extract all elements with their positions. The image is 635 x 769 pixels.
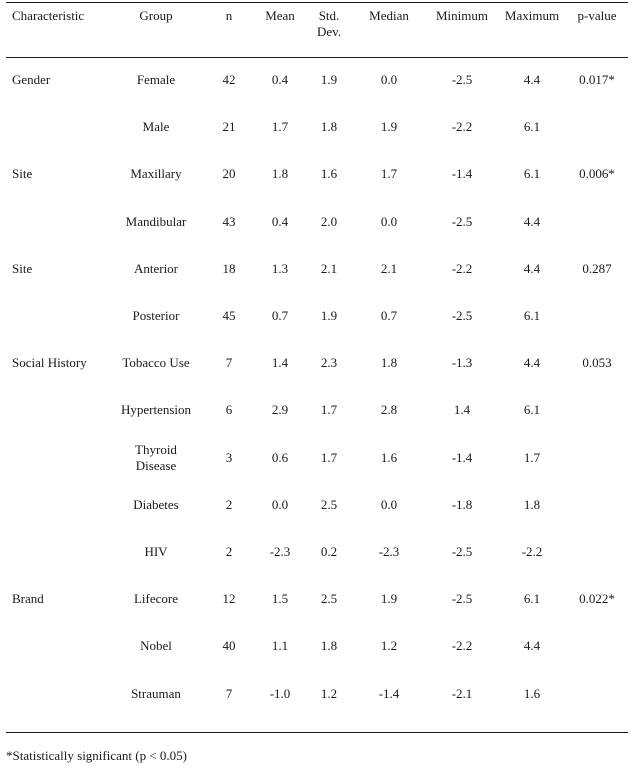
row-group: Anterior bbox=[133, 260, 179, 276]
row-characteristic: Site bbox=[12, 166, 33, 182]
row-median: 0.0 bbox=[380, 213, 398, 229]
row-group: Male bbox=[142, 119, 170, 135]
row-median: 0.0 bbox=[380, 72, 398, 87]
table-row bbox=[0, 497, 635, 529]
row-maximum: 6.1 bbox=[523, 402, 541, 418]
row-group: Female bbox=[136, 72, 176, 87]
header-mean: Mean bbox=[265, 8, 295, 23]
row-maximum: 6.1 bbox=[523, 591, 541, 607]
header-minimum: Minimum bbox=[435, 8, 488, 23]
row-std-dev: 1.8 bbox=[320, 119, 338, 135]
row-n: 3 bbox=[225, 449, 233, 465]
row-n: 43 bbox=[222, 213, 236, 229]
row-minimum: -1.4 bbox=[451, 449, 473, 465]
row-median: 1.9 bbox=[380, 591, 398, 607]
row-mean: -2.3 bbox=[269, 544, 291, 559]
row-n: 18 bbox=[222, 260, 236, 276]
table-row bbox=[0, 119, 635, 151]
row-group bbox=[100, 442, 212, 474]
row-group: Lifecore bbox=[133, 591, 179, 607]
row-characteristic: Social History bbox=[12, 355, 87, 371]
row-median: 1.2 bbox=[380, 638, 398, 654]
header-maximum: Maximum bbox=[504, 8, 560, 23]
row-maximum: 4.4 bbox=[523, 260, 541, 276]
row-mean: 1.1 bbox=[271, 638, 289, 654]
row-std-dev: 1.6 bbox=[320, 166, 338, 182]
row-mean: 2.9 bbox=[271, 402, 289, 418]
row-group: Maxillary bbox=[130, 166, 182, 182]
row-n: 40 bbox=[222, 638, 236, 654]
header-characteristic: Characteristic bbox=[12, 8, 85, 23]
row-minimum: -2.5 bbox=[451, 591, 473, 607]
row-minimum: -1.8 bbox=[451, 496, 473, 512]
table-footnote: *Statistically significant (p < 0.05) bbox=[6, 748, 187, 763]
row-mean: 0.7 bbox=[271, 308, 289, 323]
row-minimum: -2.1 bbox=[451, 685, 473, 701]
row-mean: 0.0 bbox=[271, 496, 289, 512]
row-maximum: 4.4 bbox=[523, 638, 541, 654]
row-median: 0.7 bbox=[380, 308, 398, 323]
row-std-dev: 1.9 bbox=[320, 72, 338, 87]
row-median: 1.6 bbox=[380, 449, 398, 465]
row-median: 1.8 bbox=[380, 355, 398, 371]
row-mean: 0.4 bbox=[271, 213, 289, 229]
row-maximum: 1.6 bbox=[523, 685, 541, 701]
row-p-value: 0.022* bbox=[579, 591, 615, 607]
header-std-dev bbox=[306, 8, 352, 40]
row-minimum: -2.2 bbox=[451, 119, 473, 135]
row-minimum: -2.5 bbox=[451, 544, 473, 559]
row-minimum: -2.2 bbox=[451, 260, 473, 276]
row-n: 45 bbox=[222, 308, 236, 323]
row-median: 1.7 bbox=[380, 166, 398, 182]
row-median: 2.1 bbox=[380, 260, 398, 276]
row-std-dev: 2.1 bbox=[320, 260, 338, 276]
row-maximum: 1.8 bbox=[523, 496, 541, 512]
table-row bbox=[0, 638, 635, 670]
row-median: 2.8 bbox=[380, 402, 398, 418]
row-maximum: 4.4 bbox=[523, 72, 541, 87]
row-p-value: 0.006* bbox=[579, 166, 615, 182]
row-median: 1.9 bbox=[380, 119, 398, 135]
row-characteristic: Brand bbox=[12, 591, 44, 607]
row-std-dev: 1.2 bbox=[320, 685, 338, 701]
row-characteristic: Gender bbox=[12, 72, 51, 87]
table-row bbox=[0, 402, 635, 434]
row-group: Diabetes bbox=[133, 496, 179, 512]
row-group: HIV bbox=[144, 544, 168, 559]
row-maximum: 4.4 bbox=[523, 355, 541, 371]
row-n: 21 bbox=[222, 119, 236, 135]
header-group: Group bbox=[139, 8, 173, 23]
table-row bbox=[0, 441, 635, 482]
row-std-dev: 2.5 bbox=[320, 496, 338, 512]
table-row bbox=[0, 308, 635, 340]
row-n: 7 bbox=[225, 685, 233, 701]
row-group-line2: Disease bbox=[135, 457, 177, 473]
table-row bbox=[0, 166, 635, 198]
row-minimum: -1.3 bbox=[451, 355, 473, 371]
row-mean: -1.0 bbox=[269, 685, 291, 701]
row-std-dev: 0.2 bbox=[320, 544, 338, 559]
row-n: 6 bbox=[225, 402, 233, 418]
table-row bbox=[0, 686, 635, 718]
row-median: -2.3 bbox=[378, 544, 400, 559]
header-n: n bbox=[225, 8, 233, 23]
row-maximum: 6.1 bbox=[523, 119, 541, 135]
row-minimum: 1.4 bbox=[453, 402, 471, 418]
row-maximum: -2.2 bbox=[521, 544, 543, 559]
row-group: Tobacco Use bbox=[122, 355, 190, 371]
row-group: Strauman bbox=[131, 685, 181, 701]
row-p-value: 0.287 bbox=[582, 260, 612, 276]
row-maximum: 1.7 bbox=[523, 449, 541, 465]
header-std-dev-line1: Std. bbox=[318, 8, 340, 23]
row-mean: 1.8 bbox=[271, 166, 289, 182]
row-std-dev: 1.9 bbox=[320, 308, 338, 323]
row-std-dev: 2.0 bbox=[320, 213, 338, 229]
table-bottom-rule bbox=[6, 732, 628, 733]
row-n: 12 bbox=[222, 591, 236, 607]
row-group: Hypertension bbox=[120, 402, 192, 418]
row-mean: 1.7 bbox=[271, 119, 289, 135]
row-std-dev: 1.7 bbox=[320, 449, 338, 465]
row-n: 2 bbox=[225, 496, 233, 512]
row-n: 7 bbox=[225, 355, 233, 371]
table-row bbox=[0, 355, 635, 387]
header-median: Median bbox=[369, 8, 409, 23]
table-header-rule bbox=[6, 57, 628, 58]
row-std-dev: 2.3 bbox=[320, 355, 338, 371]
row-mean: 1.5 bbox=[271, 591, 289, 607]
row-maximum: 6.1 bbox=[523, 308, 541, 323]
row-characteristic: Site bbox=[12, 260, 33, 276]
row-median: 0.0 bbox=[380, 496, 398, 512]
row-mean: 1.3 bbox=[271, 260, 289, 276]
row-mean: 0.4 bbox=[271, 72, 289, 87]
table-row bbox=[0, 72, 635, 104]
table-row bbox=[0, 591, 635, 623]
header-std-dev-line2: Dev. bbox=[316, 24, 342, 39]
row-group: Nobel bbox=[140, 638, 172, 654]
table-row bbox=[0, 261, 635, 293]
row-minimum: -2.5 bbox=[451, 72, 473, 87]
row-std-dev: 1.7 bbox=[320, 402, 338, 418]
table-top-rule bbox=[6, 2, 628, 3]
row-group-line1: Thyroid bbox=[135, 441, 177, 457]
row-group: Posterior bbox=[132, 308, 180, 323]
row-n: 20 bbox=[222, 166, 236, 182]
row-maximum: 6.1 bbox=[523, 166, 541, 182]
row-n: 42 bbox=[222, 72, 236, 87]
row-mean: 1.4 bbox=[271, 355, 289, 371]
table-row bbox=[0, 544, 635, 576]
row-p-value: 0.017* bbox=[579, 72, 615, 87]
row-group: Mandibular bbox=[125, 213, 187, 229]
header-p-value: p-value bbox=[577, 8, 617, 23]
table-row bbox=[0, 214, 635, 246]
row-minimum: -2.5 bbox=[451, 213, 473, 229]
row-maximum: 4.4 bbox=[523, 213, 541, 229]
table-header-row bbox=[0, 8, 635, 48]
row-median: -1.4 bbox=[378, 685, 400, 701]
row-minimum: -1.4 bbox=[451, 166, 473, 182]
row-std-dev: 2.5 bbox=[320, 591, 338, 607]
row-mean: 0.6 bbox=[271, 449, 289, 465]
row-std-dev: 1.8 bbox=[320, 638, 338, 654]
row-n: 2 bbox=[225, 544, 233, 559]
row-p-value: 0.053 bbox=[582, 355, 612, 371]
row-minimum: -2.2 bbox=[451, 638, 473, 654]
row-minimum: -2.5 bbox=[451, 308, 473, 323]
